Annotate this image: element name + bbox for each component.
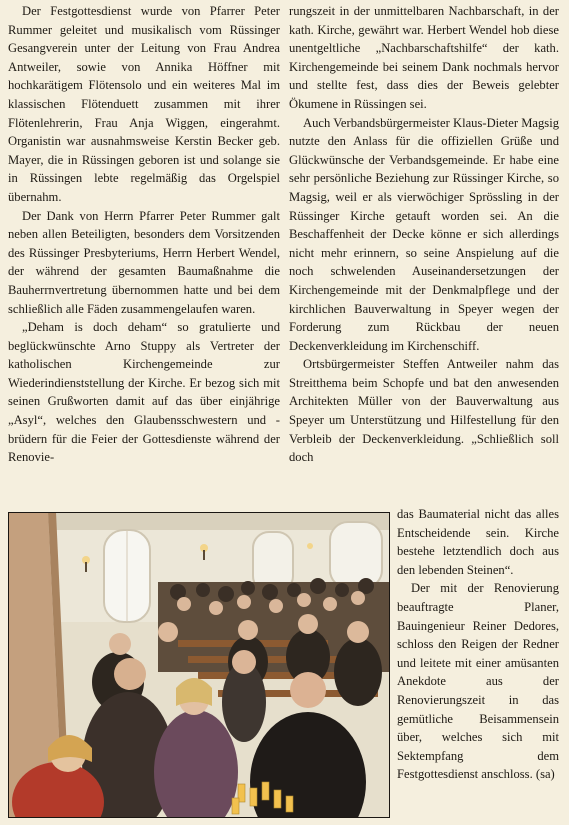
photo-illustration [8,512,390,818]
article-column-narrow [397,505,559,784]
paragraph: Der mit der Renovierung beauftragte Planer, Bauingenieur Reiner Dedores, schloss den Reigen der Redner und leitete mit einer amüsanten Anekdote aus der Renovierungszeit in das gemütliche Beisammensein über, welches sich mit Sektempfang dem Festgottesdienst anschloss. (sa) [397,581,559,782]
paragraph: rungszeit in der unmittelbaren Nachbarschaft, in der kath. Kirche, gewährt war. Herbert Wendel hob diese unentgeltliche „Nachbarschaftshilfe“ der kath. Kirchengemeinde bei seinem Dank nochmals hervor und stellte fest, dass dies der Beweis gelebter Ökumene in Rüssingen sei. [289,4,559,111]
paragraph: Auch Verbandsbürgermeister Klaus-Dieter Magsig nutzte den Anlass für die offiziellen Grüße und Glückwünsche der Verbandsgemeinde. Er habe eine sehr persönliche Beziehung zur Rüssinger Kirche, so Magsig, weil er als vierwöchiger Sprössling in der Rüssinger Kirche getauft worden sei. An die Beschaffenheit der Decke könne er sich allerdings nicht mehr erinnern, so seine Anspielung auf die noch schwelenden Auseinandersetzungen der Kirchengemeinde mit der Denkmalpflege und der kirchlichen Bauverwaltung in Speyer wegen der Forderung zum Rückbau der neuen Deckenverkleidung im Kirchenschiff. [289,115,559,353]
paragraph: das Baumaterial nicht das alles Entscheidende sein. Kirche bestehe letztendlich doch aus den lebenden Steinen“. [397,507,559,577]
article-column-right [289,2,559,467]
church-reception-photo [8,512,390,818]
paragraph: Ortsbürgermeister Steffen Antweiler nahm das Streitthema beim Schopfe und bat den anwesenden Architekten Müller von der Bauverwaltung aus Speyer um Unterstützung und Hilfestellung für den Verbleib der Deckenverkleidung. „Schließlich soll doch [289,357,559,465]
paragraph: „Deham is doch deham“ so gratulierte und beglückwünschte Arno Stuppy als Vertreter der katholischen Kirchengemeinde zur Wiederindienststellung der Kirche. Er bezog sich mit seinen Grußworten damit auf das über einjährige „Asyl“, welches den Glaubensschwestern und -brüdern für die Feier der Gottesdienste während der Renovie- [8,320,280,465]
paragraph: Der Dank von Herrn Pfarrer Peter Rummer galt neben allen Beteiligten, besonders dem Vorsitzenden des Rüssinger Presbyteriums, Herrn Herbert Wendel, der während der gesamten Baumaßnahme die Bauherrnvertretung übernommen hatte und bei dem schließlich alle Fäden zusammengelaufen waren. [8,208,280,316]
paragraph: Der Festgottesdienst wurde von Pfarrer Peter Rummer geleitet und musikalisch vom Rüssinger Gesangverein unter der Leitung von Frau Andrea Antweiler, sowie von Annika Höffner mit hochkarätigem Flötensolo und ein weiteres Mal im klassischen Flötenduett zusammen mit ihrer Flötenlehrerin, Frau Anja Wiggen, eingerahmt. Organistin war ausnahmsweise Kerstin Becker geb. Mayer, die in Rüssingen geboren ist und solange sie in Rüssingen lebte regelmäßig das Orgelspiel übernahm. [8,4,280,204]
article-column-left [8,2,280,467]
